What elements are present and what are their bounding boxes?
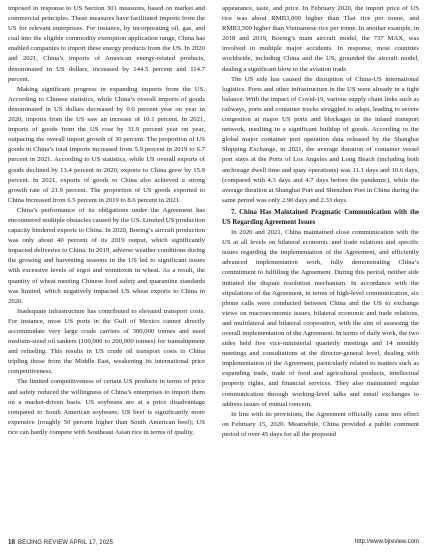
paragraph: imposed in response to US Section 301 measures, based on market and commercial principles. These measures have facilitated imports from the US for relevant enterprises. For instance, by incorporating oil, gas, and coal into the eligible commodity exemption application range, China has enabled companies to import these energy products from the US. In 2020 and 2021, China’s imports of American energy-related products, denominated in US dollars, increased by 144.5 percent and 114.7 percent. [8,5,205,83]
page-number: 18 [8,538,15,546]
paragraph: Making significant progress in expanding imports from the US. According to Chinese statistics, while China’s overall imports of goods denominated in US dollars decreased by 0.6 percent year on year in 2020, imports from the US saw an increase of 10.1 percent. In 2021, imports of goods from the US rose by 31.9 percent year on year, outpacing the overall import growth of 30 percent. The proportion of US goods in China’s total imports increased from 5.9 percent in 2019 to 6.7 percent in 2021. According to US statistics, while US overall exports of goods declined by 13.4 percent in 2020, exports to China grew by 15.9 percent. In 2021, exports of goods to China also achieved a strong growth rate of 21.9 percent. The proportion of US goods exported to China increased from 6.5 percent in 2019 to 8.6 percent in 2021. [8,85,205,204]
paragraph: appearance, taste, and price. In February 2020, the import price of US rice was about RMB3,000 higher than Thai rice per tonne, and RMB3,500 higher than Vietnamese rice per tonne. In another example, in 2018 and 2019, Boeing’s main aircraft model, the 737 MAX, was involved in multiple major accidents. In response, most countries worldwide, including China and the US, grounded the aircraft model, dealing a significant blow to the aviation trade. [222,5,419,73]
paragraph: Inadequate infrastructure has contributed to elevated transport costs. For instance, most US ports in the Gulf of Mexico cannot directly accommodate very large crude carriers of 300,000 tonnes and need medium-sized oil tankers (100,000 to 200,000 tonnes) for transshipment and refueling. This results in US crude oil transport costs to China tripling those from the Middle East, weakening its international price competitiveness. [8,307,205,376]
section-heading: 7. China Has Maintained Pragmatic Communication with the US Regarding Agreement Issues [222,208,419,226]
paragraph: In line with its provisions, the Agreement officially came into effect on February 15, 2020. Meanwhile, China provided a public comment period of over 45 days for all the proposed [222,410,419,438]
article-body [8,4,419,530]
website-url[interactable]: http://www.bjreview.com [354,539,419,545]
footer-left [8,538,113,546]
publication-line: BEIJING REVIEW APRIL 17, 2025 [18,540,114,546]
page-footer [8,536,419,548]
paragraph: China’s performance of its obligations under the Agreement has encountered multiple obstacles caused by the US. Limited US production capacity hindered exports to China. In 2020, Boeing’s aircraft production was only about 40 percent of its 2019 output, which significantly impacted deliveries to China. In 2019, adverse weather conditions during the growing and harvesting seasons in the US led to significant issues with excessive levels of ergot and vomitoxin in wheat. As a result, the quantity of wheat meeting Chinese food safety and quarantine standards was limited, which negatively impacted US wheat exports to China in 2020. [8,206,205,305]
right-column [222,4,419,530]
paragraph: The US side has caused the disruption of China-US international logistics. Ports and other infrastructure in the US were already in a tight balance. With the impact of Covid-19, various supply chain links such as railways, ports and container trucks struggled to adapt, leading to severe congestion at major US ports and blockages in the inland transport network, resulting in a significant buildup of goods. According to the global major container port operation data released by the Shanghai Shipping Exchange, in 2021, the average duration of container vessel port stays at the Ports of Los Angeles and Long Beach (including both anchorage dwell time and quay operations) was 11.1 days and 10.6 days, (compared with 4.3 days and 4.7 days before the pandemic), while the average duration at Shanghai Port and Shenzhen Port in China during the same period was only 2.96 days and 2.33 days. [222,75,419,204]
left-column [8,4,205,530]
paragraph: The limited competitiveness of certain US products in terms of price and safety reduced the willingness of China’s enterprises to import them on a market-driven basis. US soybeans are at a price disadvantage compared to South American soybeans; US beef is significantly more expensive (roughly 50 percent higher than South American beef); US rice can hardly compete with Southeast Asian rice in terms of quality, [8,378,205,436]
paragraph: In 2020 and 2021, China maintained close communication with the US at all levels on bilateral economic and trade relations and specific issues regarding the implementation of the Agreement, and efficiently advanced implementation work, fully demonstrating China’s commitment to fulfilling the Agreement. During this period, neither side initiated the dispute resolution mechanism. In accordance with the stipulations of the Agreement, in terms of high-level communication, six phone calls were conducted between China and the US to exchange views on macroeconomic issues, bilateral economic and trade relations, and multilateral and bilateral cooperation, with the aim of assessing the overall implementation of the Agreement. In terms of daily work, the two sides held five vice-ministerial quarterly meetings and 14 monthly meetings and consultations at the director-general level, dealing with implementation of the Agreement, particularly related to matters such as expanding trade, trade of food and agricultural products, intellectual property rights, and financial services. They also maintained regular communication through working-level talks and email exchanges to address issues of mutual concern. [222,229,419,408]
